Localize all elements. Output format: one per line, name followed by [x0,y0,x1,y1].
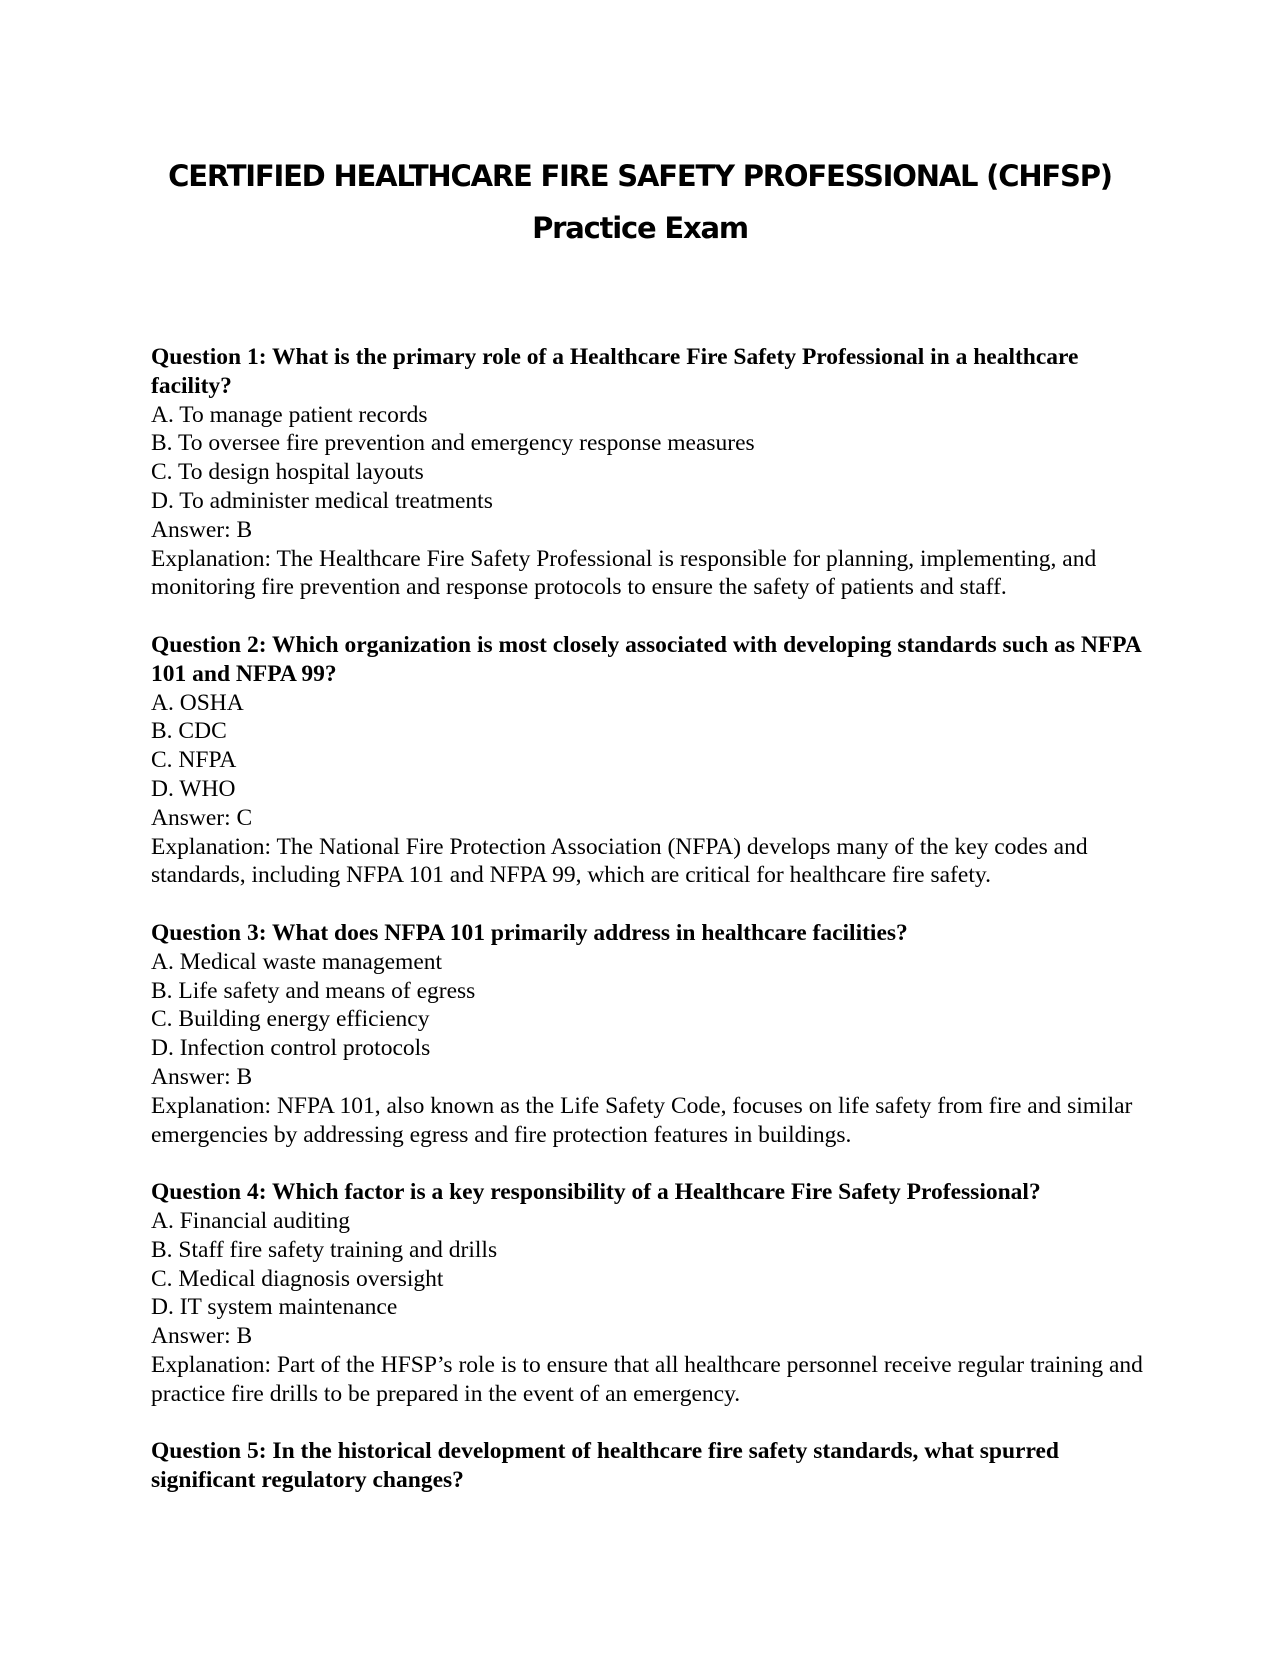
question-3 [151,919,1151,1149]
question-5 [151,1437,1151,1495]
option-a: A. Medical waste management [151,948,443,975]
option-b: B. To oversee fire prevention and emergency response measures [151,430,755,457]
question-1 [151,343,1151,602]
option-c: C. Medical diagnosis oversight [151,1265,444,1292]
option-b: B. Life safety and means of egress [151,977,476,1004]
option-d: D. WHO [151,775,236,802]
option-a: A. OSHA [151,689,244,716]
question-text: Question 4: Which factor is a key responsibility of a Healthcare Fire Safety Professional? [151,1179,1041,1206]
option-d: D. Infection control protocols [151,1035,431,1062]
title-line-1: CERTIFIED HEALTHCARE FIRE SAFETY PROFESSIONAL (CHFSP) [168,159,1112,193]
option-c: C. To design hospital layouts [151,459,424,486]
option-b: B. CDC [151,718,227,745]
document-title [0,150,1280,254]
question-text: Question 5: In the historical development of healthcare fire safety standards, what spurred significant regulatory changes? [151,1438,1059,1494]
explanation: Explanation: NFPA 101, also known as the Life Safety Code, focuses on life safety from fire and similar emergencies by addressing egress and fire protection features in buildings. [151,1092,1133,1148]
option-a: A. To manage patient records [151,401,428,428]
option-c: C. Building energy efficiency [151,1006,430,1033]
question-4 [151,1178,1151,1408]
question-text: Question 2: Which organization is most closely associated with developing standards such as NFPA 101 and NFPA 99? [151,631,1141,687]
answer: Answer: C [151,804,253,831]
question-list [151,343,1151,1524]
option-d: D. To administer medical treatments [151,487,493,514]
title-line-2: Practice Exam [532,211,748,245]
question-text: Question 3: What does NFPA 101 primarily address in healthcare facilities? [151,919,908,946]
explanation: Explanation: Part of the HFSP’s role is to ensure that all healthcare personnel receive regular training and practice fire drills to be prepared in the event of an emergency. [151,1351,1143,1407]
answer: Answer: B [151,1323,253,1350]
option-a: A. Financial auditing [151,1207,351,1234]
question-text: Question 1: What is the primary role of a Healthcare Fire Safety Professional in a healthcare facility? [151,344,1079,399]
option-d: D. IT system maintenance [151,1294,398,1321]
option-c: C. NFPA [151,747,237,774]
question-2 [151,631,1151,890]
answer: Answer: B [151,516,253,543]
option-b: B. Staff fire safety training and drills [151,1236,498,1263]
answer: Answer: B [151,1063,253,1090]
explanation: Explanation: The Healthcare Fire Safety Professional is responsible for planning, implementing, and monitoring fire prevention and response protocols to ensure the safety of patients and staff. [151,545,1097,601]
explanation: Explanation: The National Fire Protection Association (NFPA) develops many of the key codes and standards, including NFPA 101 and NFPA 99, which are critical for healthcare fire safety. [151,833,1088,889]
